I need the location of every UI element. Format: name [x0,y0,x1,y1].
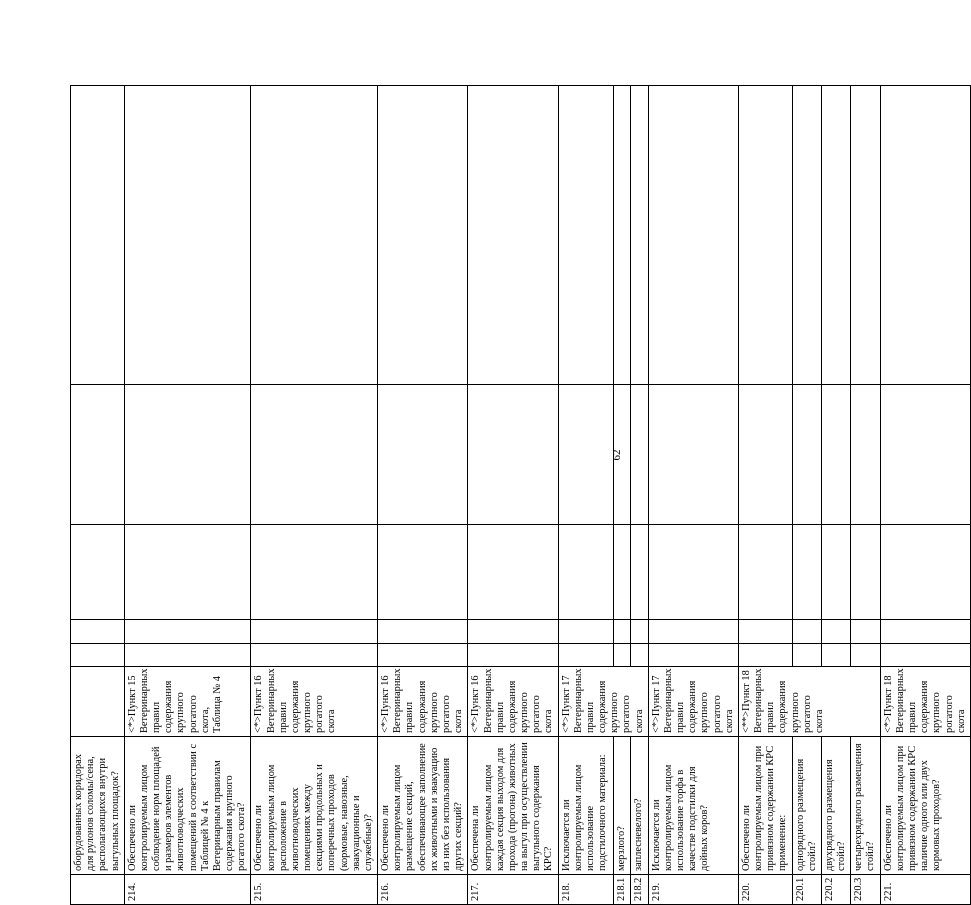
table-row [648,86,738,905]
empty-cell[interactable] [821,644,850,667]
empty-cell[interactable] [851,644,880,667]
empty-cell[interactable] [648,620,738,644]
question-cell: Исключается ли контролируемым лицом использование подстилочного материала: [558,737,613,875]
empty-cell[interactable] [468,525,558,620]
row-number: 219. [648,875,738,905]
empty-cell[interactable] [851,385,880,525]
empty-cell[interactable] [631,385,649,525]
row-number: 218. [558,875,613,905]
question-cell: Обеспечено ли контролируемым лицом размещение секций, обеспечивающее заполнение их животными и эвакуацию из них без использования других секций? [378,737,468,875]
table-row [821,86,850,905]
empty-cell[interactable] [821,620,850,644]
question-cell: Обеспечена ли контролируемым лицом каждая секция выходом для прохода (прогона) животных на выгул при осуществлении выгульного содержания КРС? [468,737,558,875]
empty-cell[interactable] [880,86,970,385]
empty-cell[interactable] [468,86,558,385]
empty-cell[interactable] [251,620,378,644]
empty-cell[interactable] [378,385,468,525]
empty-cell[interactable] [558,644,613,667]
empty-cell[interactable] [378,644,468,667]
empty-cell[interactable] [880,525,970,620]
empty-cell[interactable] [613,644,631,667]
question-cell: Обеспечено ли контролируемым лицом при привязном содержании КРС применение: [738,737,792,875]
empty-cell[interactable] [613,86,631,385]
row-number [71,875,125,905]
empty-cell[interactable] [738,644,792,667]
reference-cell: <*>Пункт 16 Ветеринарных правил содержания крупного рогатого скота [468,667,558,737]
row-number: 220.1 [792,875,821,905]
question-cell: Обеспечено ли контролируемым лицом при привязном содержании КРС наличие одного или двух кормовых проходов? [880,737,970,875]
empty-cell[interactable] [631,620,649,644]
empty-cell[interactable] [378,86,468,385]
empty-cell[interactable] [613,385,631,525]
row-number: 221. [880,875,970,905]
empty-cell[interactable] [251,525,378,620]
empty-cell[interactable] [851,86,880,385]
row-number: 220. [738,875,792,905]
empty-cell[interactable] [468,644,558,667]
question-cell: оборудованных коридорах для рулонов соломы/сена, располагающихся внутри выгульных площадок? [71,737,125,875]
empty-cell[interactable] [558,620,613,644]
empty-cell[interactable] [613,525,631,620]
empty-cell[interactable] [880,620,970,644]
checklist-table [70,85,971,905]
table-row [558,86,613,905]
empty-cell[interactable] [124,525,251,620]
empty-cell[interactable] [124,385,251,525]
table-row [738,86,792,905]
row-number: 215. [251,875,378,905]
empty-cell[interactable] [821,525,850,620]
empty-cell[interactable] [124,86,251,385]
table-row [851,86,880,905]
empty-cell[interactable] [880,385,970,525]
reference-cell [71,667,125,737]
row-number: 218.2 [631,875,649,905]
empty-cell[interactable] [124,620,251,644]
empty-cell[interactable] [251,86,378,385]
question-cell: заплесневелого? [631,737,649,875]
question-cell: двухрядного размещения стойл? [821,737,850,875]
empty-cell[interactable] [631,86,649,385]
empty-cell[interactable] [738,385,792,525]
empty-cell[interactable] [251,385,378,525]
empty-cell[interactable] [792,385,821,525]
reference-cell: <*>Пункт 15 Ветеринарных правил содержания крупного рогатого скота, Таблица № 4 [124,667,251,737]
row-number: 220.2 [821,875,850,905]
question-cell: Обеспечено ли контролируемым лицом соблюдение норм площадей и размеров элементов животноводческих помещений в соответствии с Таблицей № 4 к Ветеринарным правилам содержания крупного рогатого скота? [124,737,251,875]
row-number: 217. [468,875,558,905]
empty-cell[interactable] [821,86,850,385]
row-number: 218.1 [613,875,631,905]
table-row [124,86,251,905]
empty-cell[interactable] [631,525,649,620]
empty-cell[interactable] [613,620,631,644]
question-cell: Обеспечено ли контролируемым лицом расположение в животноводческих помещениях между секциями продольных и поперечных проходов (кормовые, навозные, эвакуационные и служебные)? [251,737,378,875]
question-cell: мерзлого? [613,737,631,875]
row-number: 220.3 [851,875,880,905]
empty-cell[interactable] [851,525,880,620]
empty-cell[interactable] [792,620,821,644]
empty-cell[interactable] [648,86,738,385]
table-row [251,86,378,905]
empty-cell[interactable] [558,525,613,620]
empty-cell[interactable] [71,86,125,385]
reference-cell: <**>Пункт 18 Ветеринарных правил содержания крупного рогатого скота [738,667,880,737]
empty-cell[interactable] [648,644,738,667]
empty-cell[interactable] [880,644,970,667]
empty-cell[interactable] [648,385,738,525]
row-number: 214. [124,875,251,905]
empty-cell[interactable] [792,644,821,667]
reference-cell: <*>Пункт 17 Ветеринарных правил содержания крупного рогатого скота [558,667,648,737]
empty-cell[interactable] [558,86,613,385]
empty-cell[interactable] [792,525,821,620]
empty-cell[interactable] [71,620,125,644]
empty-cell[interactable] [738,620,792,644]
table-row [631,86,649,905]
empty-cell[interactable] [558,385,613,525]
empty-cell[interactable] [738,525,792,620]
page-number: 62 [611,449,623,461]
reference-cell: <*>Пункт 17 Ветеринарных правил содержания крупного рогатого скота [648,667,738,737]
reference-cell: <*>Пункт 16 Ветеринарных правил содержания крупного рогатого скота [251,667,378,737]
table-row [792,86,821,905]
row-number: 216. [378,875,468,905]
table-row [880,86,970,905]
empty-cell[interactable] [468,385,558,525]
reference-cell: <*>Пункт 16 Ветеринарных правил содержания крупного рогатого скота [378,667,468,737]
empty-cell[interactable] [71,644,125,667]
empty-cell[interactable] [468,620,558,644]
empty-cell[interactable] [631,644,649,667]
question-cell: однорядного размещения стойл? [792,737,821,875]
empty-cell[interactable] [251,644,378,667]
empty-cell[interactable] [378,525,468,620]
empty-cell[interactable] [71,525,125,620]
empty-cell[interactable] [821,385,850,525]
table-row [613,86,631,905]
reference-cell: <*>Пункт 18 Ветеринарных правил содержания крупного рогатого скота [880,667,970,737]
empty-cell[interactable] [851,620,880,644]
empty-cell[interactable] [71,385,125,525]
question-cell: четырехрядного размещения стойл? [851,737,880,875]
empty-cell[interactable] [124,644,251,667]
table-row [468,86,558,905]
empty-cell[interactable] [378,620,468,644]
empty-cell[interactable] [648,525,738,620]
table-row [378,86,468,905]
empty-cell[interactable] [792,86,821,385]
table-row [71,86,125,905]
question-cell: Исключается ли контролируемым лицом использование торфа в качестве подстилки для дойных коров? [648,737,738,875]
empty-cell[interactable] [738,86,792,385]
